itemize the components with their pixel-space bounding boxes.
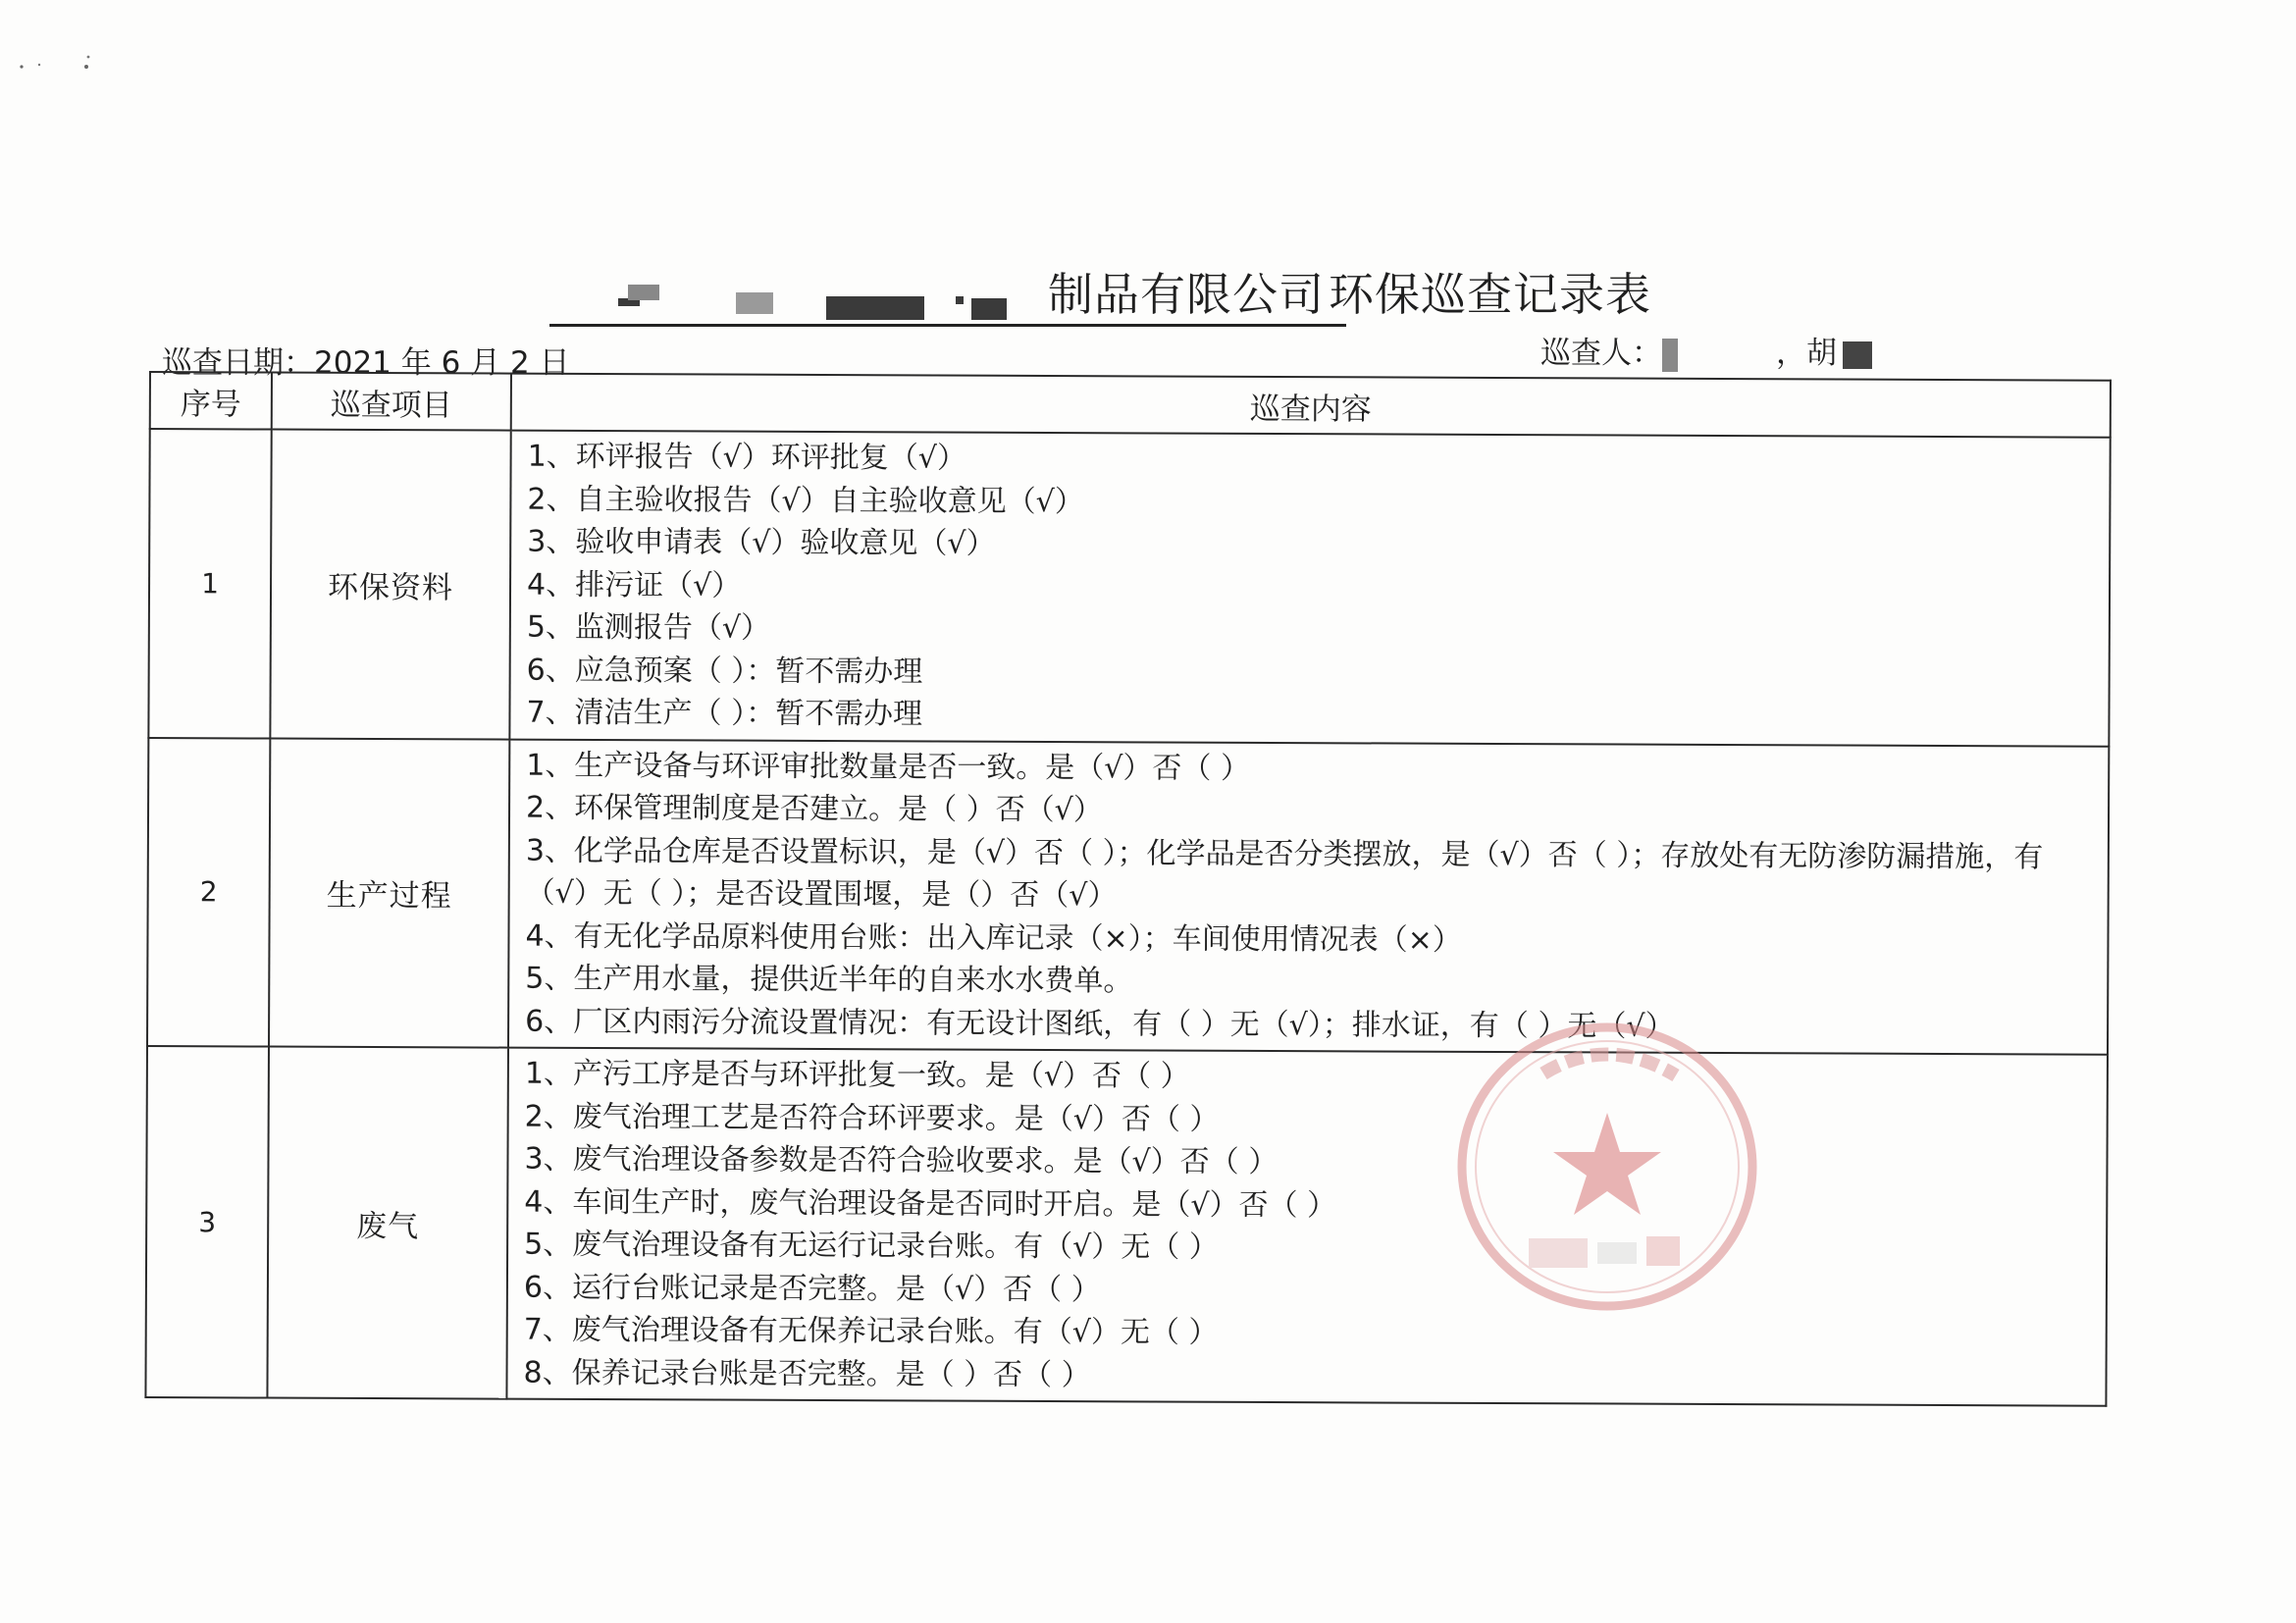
inspector-name-redacted [1662,339,1678,372]
header-serial-no: 序号 [150,372,272,430]
content-line: 6、运行台账记录是否完整。是（√）否（ ） [523,1270,1101,1307]
redaction-block [956,296,964,304]
redaction-block [628,285,659,300]
redaction-block [971,298,1007,320]
row-content [506,1048,2108,1406]
redaction-block [736,292,773,314]
content-line: 2、废气治理工艺是否符合环评要求。是（√）否（ ） [524,1099,1220,1137]
date-label: 巡查日期： [162,345,314,381]
content-line: 7、清洁生产（ ）：暂不需办理 [526,695,923,732]
content-line: 4、车间生产时，废气治理设备是否同时开启。是（√）否（ ） [524,1184,1337,1223]
row-no: 2 [147,738,270,1047]
inspector-name-redacted [1843,341,1872,369]
inspector-label: 巡查人： [1540,336,1662,371]
content-line: 8、保养记录台账是否完整。是（ ）否（ ） [523,1355,1091,1392]
content-line: 4、有无化学品原料使用台账：出入库记录（×）；车间使用情况表（×） [525,918,1462,958]
document-title [549,263,1707,330]
content-line: 7、废气治理设备有无保养记录台账。有（√）无（ ） [523,1312,1219,1350]
inspection-record-table [144,371,2112,1407]
redaction-block [826,296,924,320]
content-line: 5、生产用水量，提供近半年的自来水水费单。 [525,961,1133,999]
row-item: 废气 [267,1047,508,1399]
header-inspection-content: 巡查内容 [511,374,2111,438]
content-line: 5、废气治理设备有无运行记录台账。有（√）无（ ） [524,1227,1219,1265]
row-item: 环保资料 [270,430,510,740]
content-line: 1、产污工序是否与环评批复一致。是（√）否（ ） [524,1056,1190,1094]
date-value: 2021 年 6 月 2 日 [314,345,570,381]
header-inspection-item: 巡查项目 [272,373,511,431]
table-header-row [150,372,2111,438]
content-line: 6、应急预案（ ）：暂不需办理 [526,653,923,689]
title-company-suffix: 制品有限公司 [1048,268,1325,321]
content-line: 3、验收申请表（√）验收意见（√） [527,524,996,561]
table-row [147,738,2109,1055]
title-text: 环保巡查记录表 [1329,268,1651,321]
row-no: 1 [148,429,271,738]
row-content [509,431,2110,747]
content-line: 4、排污证（√） [526,567,742,603]
content-line: 6、厂区内雨污分流设置情况：有无设计图纸，有（ ）无（√）；排水证，有（ ）无（√） [525,1004,1675,1044]
inspector-separator: ，胡 [1776,336,1837,371]
row-content [508,739,2109,1055]
table-row [145,1046,2108,1406]
content-line: 2、环保管理制度是否建立。是（ ）否（√） [525,790,1103,828]
content-line: 5、监测报告（√） [526,609,771,646]
company-seal-stamp [1450,1015,1764,1319]
content-line: 1、生产设备与环评审批数量是否一致。是（√）否（ ） [526,748,1251,786]
inspector [1540,334,1872,373]
row-no: 3 [145,1046,269,1398]
row-item: 生产过程 [269,738,509,1048]
content-line: 1、环评报告（√）环评批复（√） [527,439,967,476]
content-line: 3、废气治理设备参数是否符合验收要求。是（√）否（ ） [524,1141,1278,1180]
scan-specks [0,0,196,157]
table-row [148,429,2110,746]
content-line: 2、自主验收报告（√）自主验收意见（√） [527,482,1084,519]
content-line: 3、化学品仓库是否设置标识，是（√）否（ ）；化学品是否分类摆放，是（√）否（ ）；存放处有无防渗防漏措施，有（√）无（ ）；是否设置围堰，是（）否（√） [525,833,2044,914]
